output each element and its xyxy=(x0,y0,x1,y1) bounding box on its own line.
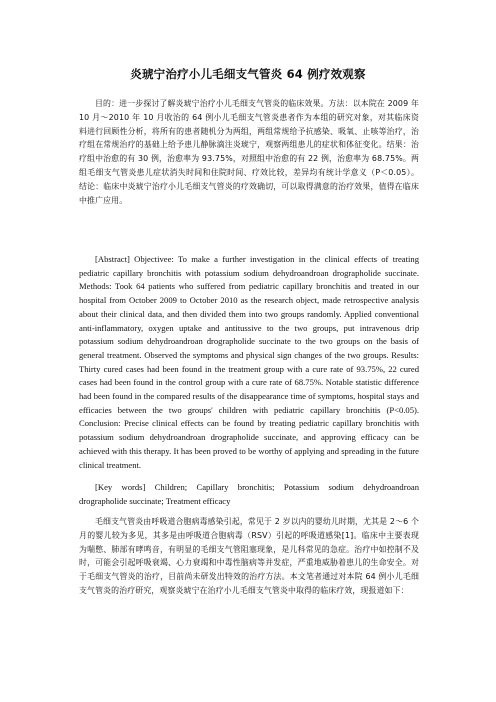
chinese-abstract: 目的：进一步探讨了解炎琥宁治疗小儿毛细支气管炎的临床效果。方法：以本院在 2009 年 10 月～2010 年 10 月收治的 64 例小儿毛细支气管炎患者作为本组的研究对象，对其临床资料进行回顾性分析，将所有的患者随机分为两组，两组常规给予抗感染、吸氧、止咳等治疗，治疗组在常规治疗的基础上给予患儿静脉滴注炎琥宁，观察两组患儿的症状和体征变化。结果：治疗组中治愈的有 30 例，治愈率为 93.75%，对照组中治愈的有 22 例，治愈率为 68.75%。两组毛细支气管炎患儿症状消失时间和住院时间、疗效比较，差异均有统计学意义（P＜0.05）。结论：临床中炎琥宁治疗小儿毛细支气管炎的疗效确切，可以取得满意的治疗效果，值得在临床中推广应用。 xyxy=(79,99,419,205)
paper-title: 炎琥宁治疗小儿毛细支气管炎 64 例疗效观察 xyxy=(130,67,366,81)
english-keywords: [Key words] Children; Capillary bronchitis; Potassium sodium dehydroandroan drographolide succinate; Treatment efficacy xyxy=(79,482,419,506)
english-abstract: [Abstract] Objectivee: To make a further investigation in the clinical effects of treating pediatric capillary bronchitis with potassium sodium dehydroandroan drographolide succinate. Methods: Took 64 patients who suffered from pediatric capillary bronchitis and treated in our hospital from October 2009 to October 2010 as the research object, made retrospective analysis about their clinical data, and then divided them into two groups randomly. Applied conventional anti-inflammatory, oxygen uptake and antitussive to the two groups, put intravenous drip potassium sodium dehydroandroan drographolide succinate to the two groups on the basis of general treatment. Observed the symptoms and physical sign changes of the two groups. Results: Thirty cured cases had been found in the treatment group with a cure rate of 93.75%, 22 cured cases had been found in the control group with a cure rate of 68.75%. Notable statistic difference had been found in the compared results of the disappearance time of symptoms, hospital stays and efficacies between the two groups' children with pediatric capillary bronchitis (P<0.05). Conclusion: Precise clinical effects can be found by treating pediatric capillary bronchitis with potassium sodium dehydroandroan drographolide succinate, and approving efficacy can be achieved with this therapy. It has been proved to be worthy of applying and spreading in the future clinical treatment. xyxy=(79,254,419,470)
introduction-paragraph: 毛细支气管炎由呼吸道合胞病毒感染引起，常见于 2 岁以内的婴幼儿时期，尤其是 2～6 个月的婴儿较为多见，其多是由呼吸道合胞病毒（RSV）引起的呼吸道感染[1]。临床中主要表现为喘憋、肺部有哮鸣音，有明显的毛细支气管阻塞现象，是儿科常见的急症。治疗中如控制不及时，可能会引起呼吸衰竭、心力衰竭和中毒性脑病等并发症，严重地威胁着患儿的生命安全。对于毛细支气管炎的治疗，目前尚未研发出特效的治疗方法。本文笔者通过对本院 64 例小儿毛细支气管炎的治疗研究，观察炎琥宁在治疗小儿毛细支气管炎中取得的临床疗效，现报道如下： xyxy=(79,517,419,595)
